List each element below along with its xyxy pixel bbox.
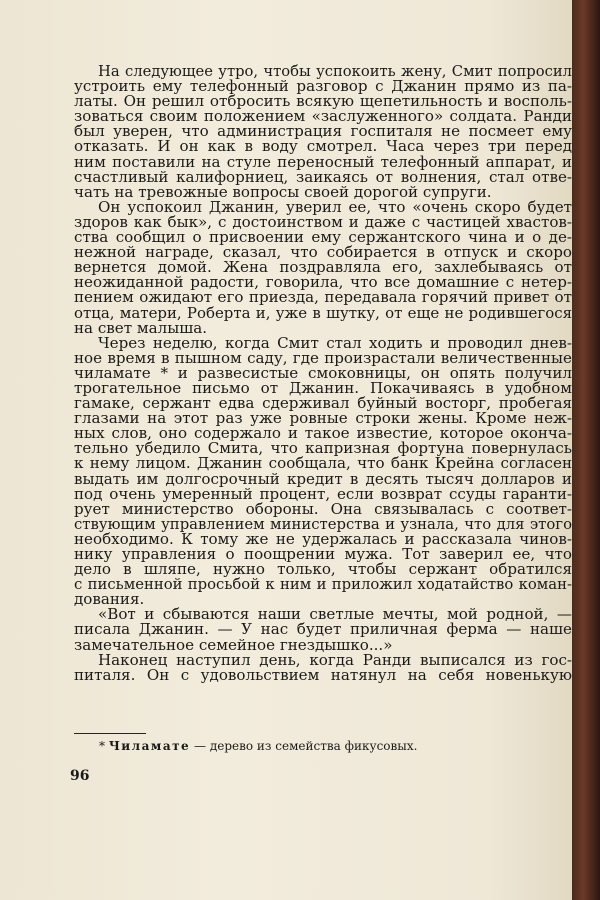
text-line: ства сообщил о присвоении ему сержантского чина и о де- <box>74 228 572 247</box>
text-line: дования. <box>74 590 145 609</box>
text-line: с письменной просьбой к ним и приложил ходатайство коман- <box>74 576 572 594</box>
text-line: выдать им долгосрочный кредит в десять тысяч долларов и <box>74 469 572 488</box>
text-line: питаля. Он с удовольствием натянул на себя новенькую <box>74 665 572 684</box>
text-line: нежной награде, сказал, что собирается в отпуск и скоро <box>74 243 572 262</box>
footnote <box>99 738 417 754</box>
text-line: неожиданной радости, говорила, что все домашние с нетер- <box>74 273 572 292</box>
text-line: к нему лицом. Джанин сообщала, что банк Крейна согласен <box>74 454 572 473</box>
text-line: писала Джанин. — У нас будет приличная ферма — наше <box>74 620 572 639</box>
footnote-marker: * <box>99 739 105 753</box>
text-line: на свет малыша. <box>74 318 208 337</box>
text-line: пением ожидают его приезда, передавала горячий привет от <box>74 288 572 307</box>
footnote-definition: — дерево из семейства фикусовых. <box>194 739 418 753</box>
text-line: под очень умеренный процент, если возврат ссуды гаранти- <box>74 484 572 503</box>
text-line: счастливый калифорниец, заикаясь от волнения, стал отве- <box>74 167 572 186</box>
text-line: дело в шляпе, нужно только, чтобы сержант обратился <box>74 560 572 579</box>
text-line: чиламате * и развесистые смоковницы, он опять получил <box>74 363 572 382</box>
text-line: был уверен, что администрация госпиталя не посмеет ему <box>74 122 572 141</box>
text-line: Наконец наступил день, когда Ранди выписался из гос- <box>98 650 572 669</box>
text-line: трогательное письмо от Джанин. Покачиваясь в удобном <box>74 378 572 397</box>
text-line: ствующим управлением министерства и узнала, что для этого <box>74 515 572 533</box>
text-line: латы. Он решил отбросить всякую щепетильность и восполь- <box>74 92 572 111</box>
text-line: зоваться своим положением «заслуженного» солдата. Ранди <box>74 107 572 126</box>
text-line: отца, матери, Роберта и, уже в шутку, от еще не родившегося <box>74 303 572 322</box>
text-line: замечательное семейное гнездышко...» <box>74 635 393 654</box>
text-line: Через неделю, когда Смит стал ходить и проводил днев- <box>98 333 572 352</box>
text-line: нику управления о поощрении мужа. Тот заверил ее, что <box>74 545 572 563</box>
text-line: На следующее утро, чтобы успокоить жену, Смит попросил <box>98 63 572 80</box>
text-line: тельно убедило Смита, что капризная фортуна повернулась <box>74 439 572 458</box>
text-line: рует министерство обороны. Она связывалась с соответ- <box>74 499 572 518</box>
text-line: отказать. И он как в воду смотрел. Часа через три перед <box>74 137 572 156</box>
text-line: ним поставили на стуле переносный телефонный аппарат, и <box>74 152 572 171</box>
page-number: 96 <box>70 768 90 784</box>
text-line: вернется домой. Жена поздравляла его, захлебываясь от <box>74 258 572 277</box>
footnote-divider <box>74 733 146 734</box>
text-line: «Вот и сбываются наши светлые мечты, мой родной, — <box>98 605 572 624</box>
text-line: устроить ему телефонный разговор с Джанин прямо из па- <box>74 77 572 96</box>
text-line: гамаке, сержант едва сдерживал буйный восторг, пробегая <box>74 394 572 413</box>
text-line: Он успокоил Джанин, уверил ее, что «очень скоро будет <box>98 197 572 216</box>
text-line: здоров как бык», с достоинством и даже с частицей хвастов- <box>74 212 572 231</box>
text-line: чать на тревожные вопросы своей дорогой супруги. <box>74 182 492 201</box>
text-line: необходимо. К тому же не удержалась и рассказала чинов- <box>74 529 572 548</box>
body-text <box>74 64 572 683</box>
footnote-term: Чиламате <box>108 739 191 753</box>
text-line: глазами на этот раз уже ровные строки жены. Кроме неж- <box>74 409 572 428</box>
book-spine <box>572 0 600 900</box>
text-line: ных слов, оно содержало и такое известие, которое оконча- <box>74 424 572 443</box>
text-line: ное время в пышном саду, где произрастали величественные <box>74 348 572 367</box>
